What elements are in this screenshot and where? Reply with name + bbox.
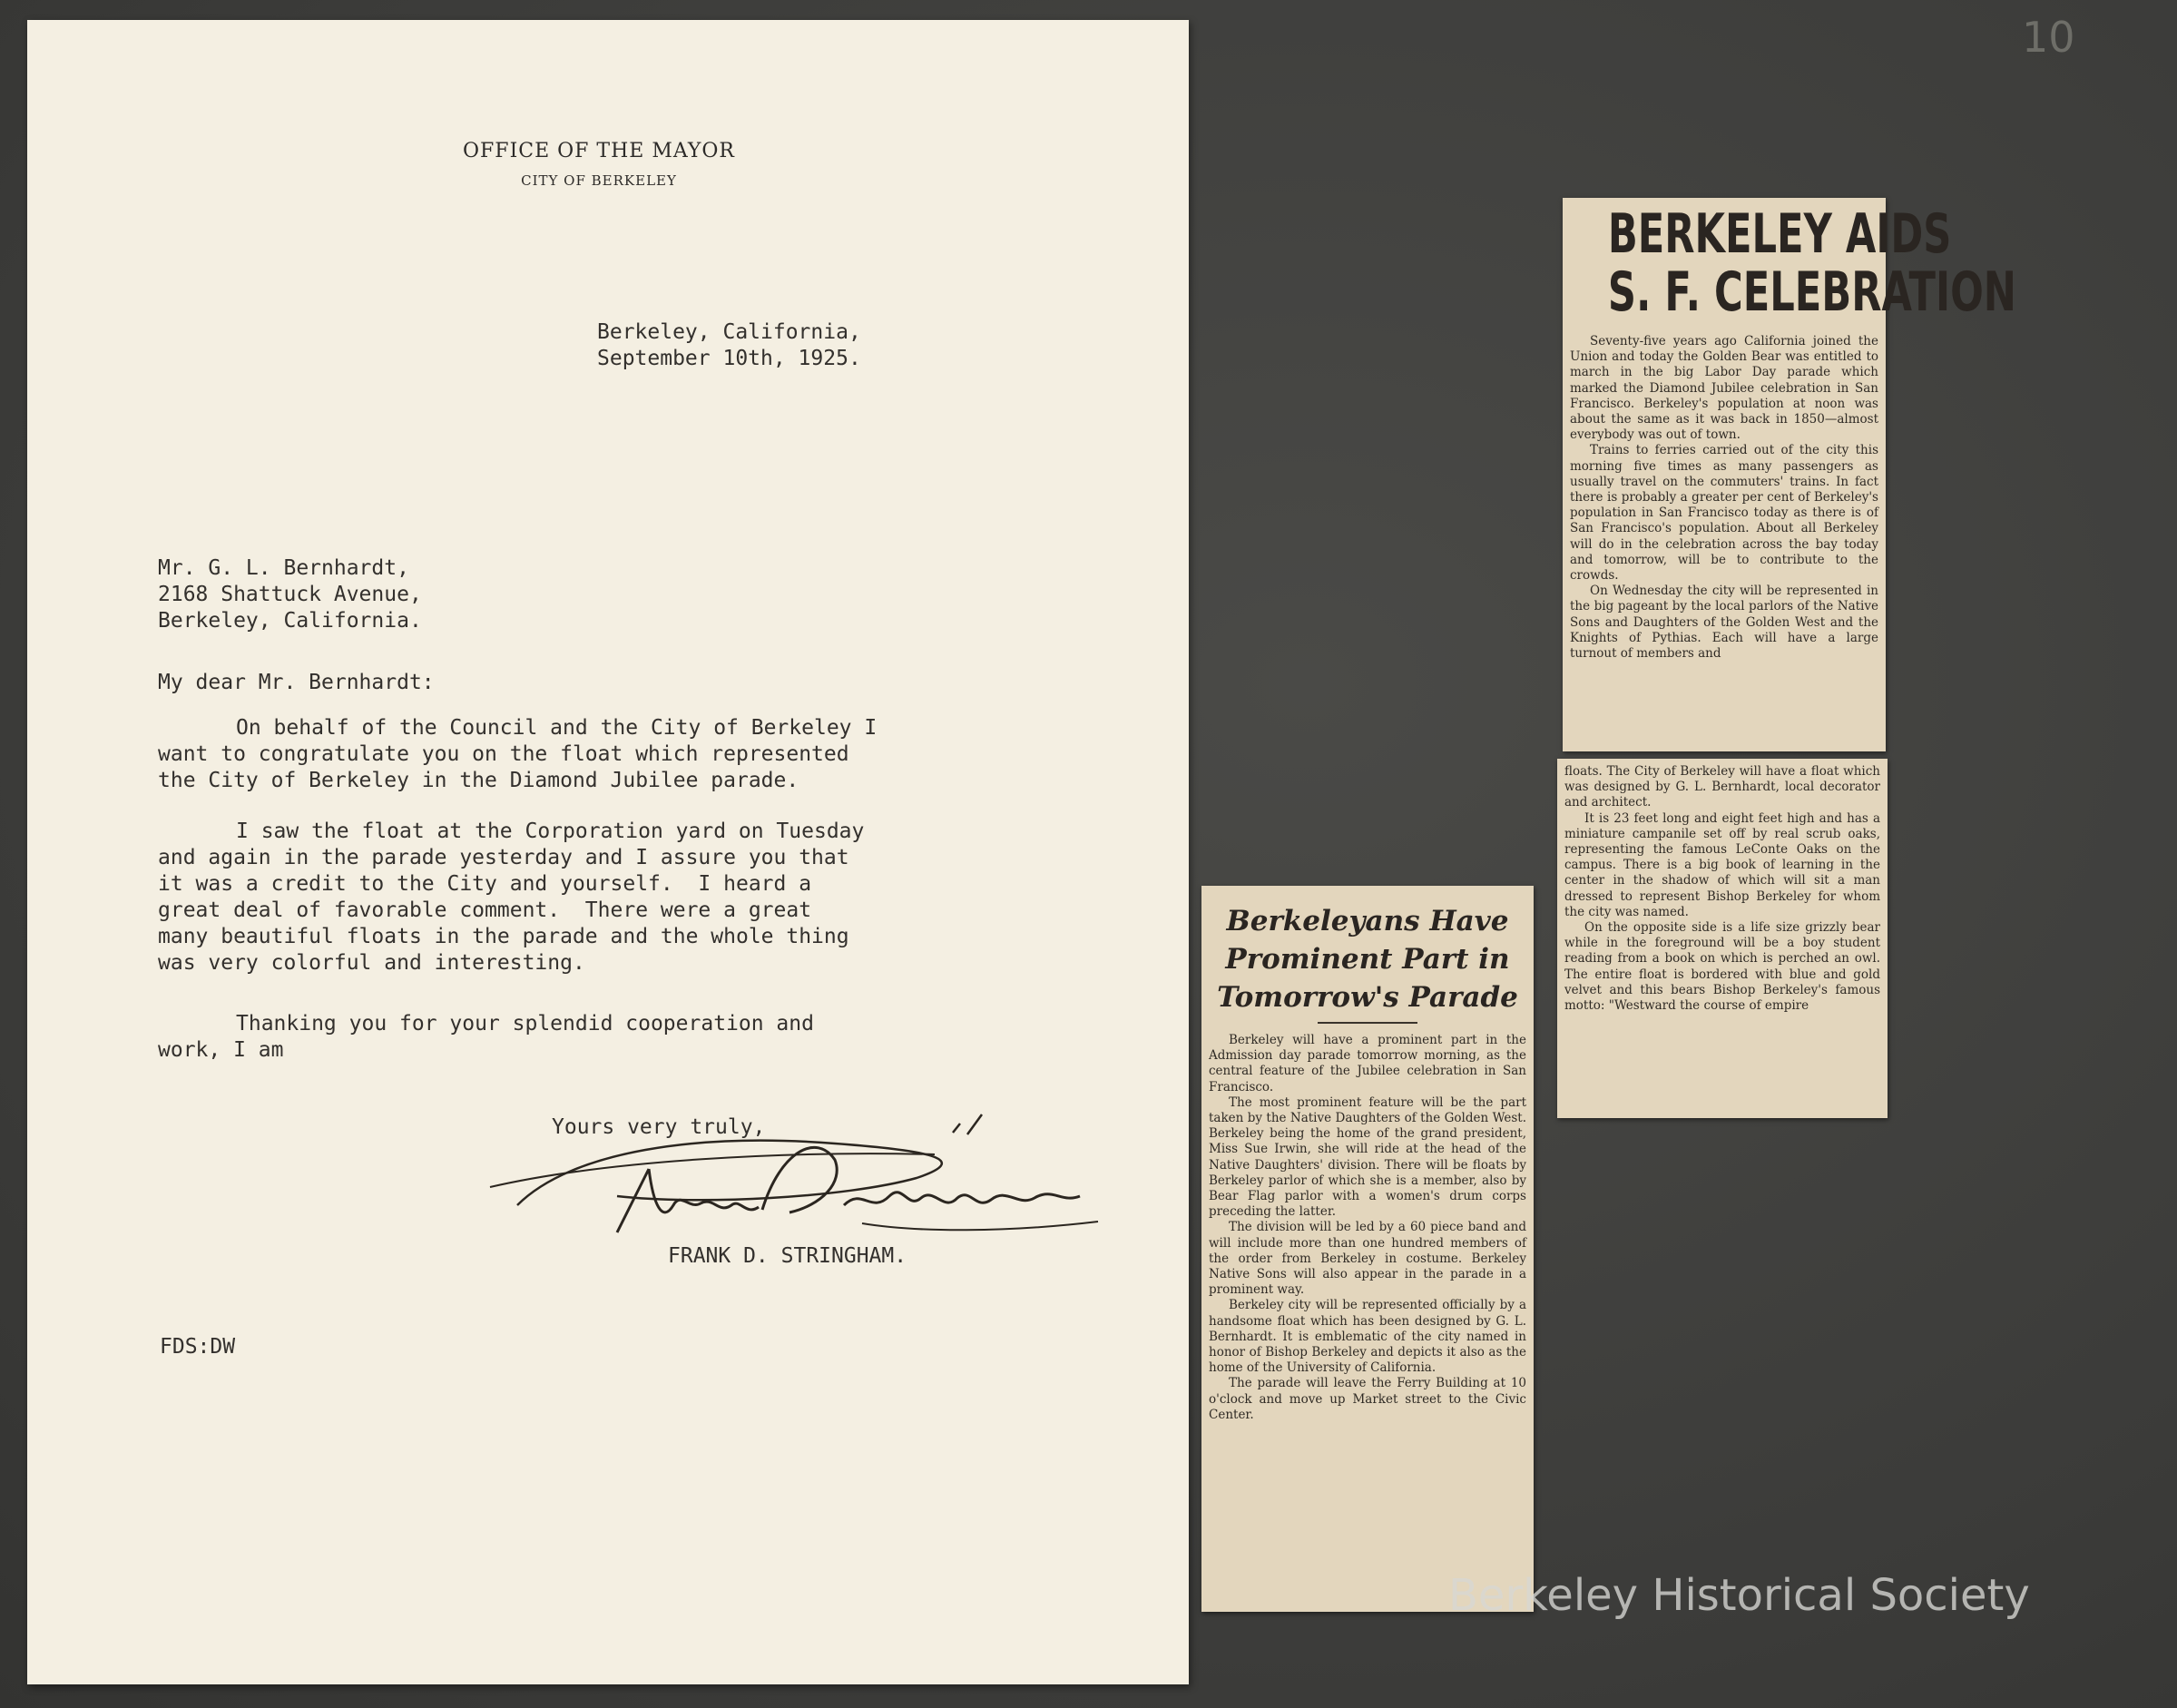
body-line: Thanking you for your splendid cooperation and xyxy=(236,1012,814,1036)
body-line: many beautiful floats in the parade and the whole thing xyxy=(158,925,849,948)
clipping-continuation xyxy=(1557,759,1888,1118)
letter-place: Berkeley, California, xyxy=(597,320,861,344)
address-line: 2168 Shattuck Avenue, xyxy=(158,583,422,606)
clipping-paragraph: On Wednesday the city will be represented in the big pageant by the local parlors of the Native Sons and Daughters of the Golden West and the Knights of Pythias. Each will have a large turnout of members and xyxy=(1570,584,1878,662)
body-line: great deal of favorable comment. There were a great xyxy=(158,898,812,922)
typist-initials: FDS:DW xyxy=(160,1335,236,1359)
clipping-paragraph: The most prominent feature will be the part taken by the Native Daughters of the Golden West. Berkeley being the home of the grand president, Miss Sue Irwin, she will ride at the head of the Native Daughters' division. There will be floats by Berkeley parlor of which she is a member, also by Bear Flag parlor with a women's drum corps preceding the latter. xyxy=(1209,1094,1526,1220)
body-line: it was a credit to the City and yourself. I heard a xyxy=(158,872,812,896)
clipping-body xyxy=(1201,1033,1534,1423)
clipping-body xyxy=(1557,764,1888,1014)
address-line: Berkeley, California. xyxy=(158,609,422,633)
clipping-headline: S. F. CELEBRATION xyxy=(1607,260,2016,324)
body-line: On behalf of the Council and the City of Berkeley I xyxy=(236,716,878,740)
clipping-paragraph: It is 23 feet long and eight feet high and has a miniature campanile set off by real scrub oaks, representing the famous LeConte Oaks on the campus. There is a big book of learning in the center in the shadow of which will sit a man dressed to represent Bishop Berkeley for whom the city was named. xyxy=(1564,810,1880,919)
body-line: the City of Berkeley in the Diamond Jubilee parade. xyxy=(158,769,799,792)
clipping-headline-block xyxy=(1201,902,1534,1016)
letter-date: September 10th, 1925. xyxy=(597,347,861,370)
clipping-headline: Tomorrow's Parade xyxy=(1217,981,1518,1014)
handwritten-signature xyxy=(463,1096,1171,1251)
body-line: want to congratulate you on the float which represented xyxy=(158,742,849,766)
clipping-berkeleyans-parade xyxy=(1201,886,1534,1612)
clipping-paragraph: floats. The City of Berkeley will have a float which was designed by G. L. Bernhardt, local decorator and architect. xyxy=(1564,764,1880,810)
clipping-berkeley-aids xyxy=(1563,198,2016,751)
clipping-paragraph: Trains to ferries carried out of the city this morning five times as many passengers as usually travel on the commuters' trains. In fact there is probably a greater per cent of Berkeley's population in San Francisco today as there is of San Francisco's population. About all Berkeley will do in the celebration across the bay today and tomorrow, will be to contribute to the crowds. xyxy=(1570,443,1878,584)
clipping-paragraph: Berkeley will have a prominent part in the Admission day parade tomorrow morning, as the central feature of the Jubilee celebration in San Francisco. xyxy=(1209,1033,1526,1094)
letterhead-subtitle: CITY OF BERKELEY xyxy=(521,172,677,189)
mayor-letter xyxy=(27,20,1189,1684)
clipping-body xyxy=(1563,334,1886,662)
clipping-headline: Prominent Part in xyxy=(1225,943,1510,976)
signer-name: FRANK D. STRINGHAM. xyxy=(668,1244,907,1268)
headline-rule xyxy=(1318,1022,1417,1024)
clipping-paragraph: Berkeley city will be represented officially by a handsome float which has been designed by G. L. Bernhardt. It is emblematic of the city named in honor of Bishop Berkeley and depicts it also as the home of the University of California. xyxy=(1209,1298,1526,1376)
salutation: My dear Mr. Bernhardt: xyxy=(158,671,435,694)
clipping-headline: Berkeleyans Have xyxy=(1226,905,1509,937)
clipping-paragraph: Seventy-five years ago California joined the Union and today the Golden Bear was entitled to march in the big Labor Day parade which marked the Diamond Jubilee celebration in San Francisco. Berkeley's population at noon was about the same as it was back in 1850—almost everybody was out of town. xyxy=(1570,334,1878,443)
clipping-paragraph: On the opposite side is a life size grizzly bear while in the foreground will be a boy student reading from a book on which is perched an owl. The entire float is bordered with blue and gold velvet and this bears Bishop Berkeley's famous motto: "Westward the course of empire xyxy=(1564,920,1880,1014)
body-line: I saw the float at the Corporation yard on Tuesday xyxy=(236,820,865,843)
body-line: and again in the parade yesterday and I assure you that xyxy=(158,846,849,869)
watermark: Berkeley Historical Society xyxy=(1448,1570,2030,1621)
address-line: Mr. G. L. Bernhardt, xyxy=(158,556,409,580)
clipping-headline: BERKELEY AIDS xyxy=(1607,202,1952,266)
page-number: 10 xyxy=(2022,13,2075,62)
body-line: was very colorful and interesting. xyxy=(158,951,585,975)
body-line: work, I am xyxy=(158,1038,284,1062)
clipping-paragraph: The division will be led by a 60 piece band and will include more than one hundred members of the order from Berkeley in costume. Berkeley Native Sons will also appear in the parade in a prominent way. xyxy=(1209,1220,1526,1298)
closing: Yours very truly, xyxy=(552,1115,766,1139)
letterhead-title: OFFICE OF THE MAYOR xyxy=(463,140,735,162)
clipping-paragraph: The parade will leave the Ferry Building at 10 o'clock and move up Market street to the Civic Center. xyxy=(1209,1376,1526,1422)
